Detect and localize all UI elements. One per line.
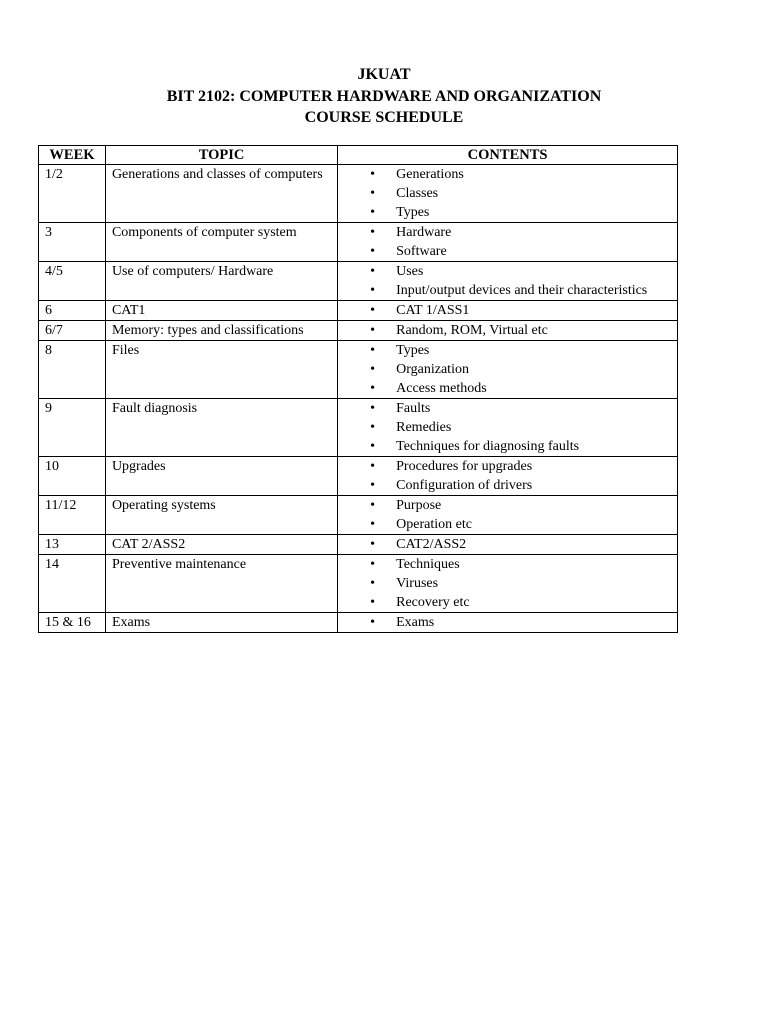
topic-cell: Fault diagnosis [105,399,337,457]
contents-cell [338,223,678,262]
contents-list-item: • Hardware [370,223,671,242]
contents-list [344,262,671,300]
contents-cell [338,613,678,633]
contents-list-item: • Procedures for upgrades [370,457,671,476]
contents-list-item: • Software [370,242,671,261]
table-row [39,496,678,535]
topic-cell: Upgrades [105,457,337,496]
institution-name: JKUAT [357,66,411,83]
table-row [39,399,678,457]
contents-list-item: • CAT2/ASS2 [370,535,671,554]
table-row [39,535,678,555]
contents-list-item: • Techniques [370,555,671,574]
contents-list-item: • Types [370,341,671,360]
contents-cell [338,301,678,321]
topic-cell: Memory: types and classifications [105,321,337,341]
document-header [0,64,768,129]
week-cell: 6 [39,301,106,321]
contents-list-item: • Exams [370,613,671,632]
contents-list [344,341,671,398]
contents-list [344,165,671,222]
contents-cell [338,496,678,535]
contents-list-item: • Uses [370,262,671,281]
contents-cell [338,262,678,301]
topic-cell: CAT 2/ASS2 [105,535,337,555]
table-row [39,321,678,341]
topic-cell: Use of computers/ Hardware [105,262,337,301]
schedule-body [39,165,678,633]
contents-cell [338,399,678,457]
contents-list-item: • Organization [370,360,671,379]
table-row [39,262,678,301]
contents-list [344,535,671,554]
contents-list-item: • Input/output devices and their characteristics [370,281,671,300]
week-cell: 8 [39,341,106,399]
contents-list [344,223,671,261]
contents-list-item: • Viruses [370,574,671,593]
topic-cell: Exams [105,613,337,633]
contents-list [344,321,671,340]
contents-list [344,399,671,456]
topic-cell: Preventive maintenance [105,555,337,613]
course-title: BIT 2102: COMPUTER HARDWARE AND ORGANIZATION [166,87,602,105]
table-row [39,223,678,262]
contents-list-item: • Recovery etc [370,593,671,612]
table-row [39,457,678,496]
table-header-row [39,146,678,165]
contents-list [344,496,671,534]
topic-cell: Components of computer system [105,223,337,262]
contents-list-item: • Remedies [370,418,671,437]
column-header-contents: CONTENTS [338,146,678,165]
contents-list-item: • Configuration of drivers [370,476,671,495]
contents-cell [338,165,678,223]
contents-cell [338,555,678,613]
table-row [39,555,678,613]
contents-list-item: • Techniques for diagnosing faults [370,437,671,456]
topic-cell: Operating systems [105,496,337,535]
topic-cell: Generations and classes of computers [105,165,337,223]
week-cell: 10 [39,457,106,496]
contents-list [344,613,671,632]
table-row [39,165,678,223]
week-cell: 11/12 [39,496,106,535]
course-schedule-table [38,145,678,633]
week-cell: 4/5 [39,262,106,301]
contents-list-item: • Purpose [370,496,671,515]
table-row [39,301,678,321]
contents-list-item: • Generations [370,165,671,184]
contents-list-item: • Classes [370,184,671,203]
contents-list-item: • Faults [370,399,671,418]
contents-list-item: • Access methods [370,379,671,398]
week-cell: 1/2 [39,165,106,223]
week-cell: 14 [39,555,106,613]
contents-cell [338,457,678,496]
contents-list-item: • Types [370,203,671,222]
topic-cell: CAT1 [105,301,337,321]
week-cell: 6/7 [39,321,106,341]
contents-list [344,555,671,612]
topic-cell: Files [105,341,337,399]
contents-list [344,457,671,495]
week-cell: 15 & 16 [39,613,106,633]
column-header-week: WEEK [39,146,106,165]
contents-list [344,301,671,320]
week-cell: 3 [39,223,106,262]
contents-list-item: • CAT 1/ASS1 [370,301,671,320]
table-row [39,341,678,399]
contents-cell [338,341,678,399]
document-title: COURSE SCHEDULE [304,109,464,126]
contents-cell [338,535,678,555]
contents-list-item: • Random, ROM, Virtual etc [370,321,671,340]
week-cell: 9 [39,399,106,457]
week-cell: 13 [39,535,106,555]
table-row [39,613,678,633]
column-header-topic: TOPIC [105,146,337,165]
contents-cell [338,321,678,341]
contents-list-item: • Operation etc [370,515,671,534]
